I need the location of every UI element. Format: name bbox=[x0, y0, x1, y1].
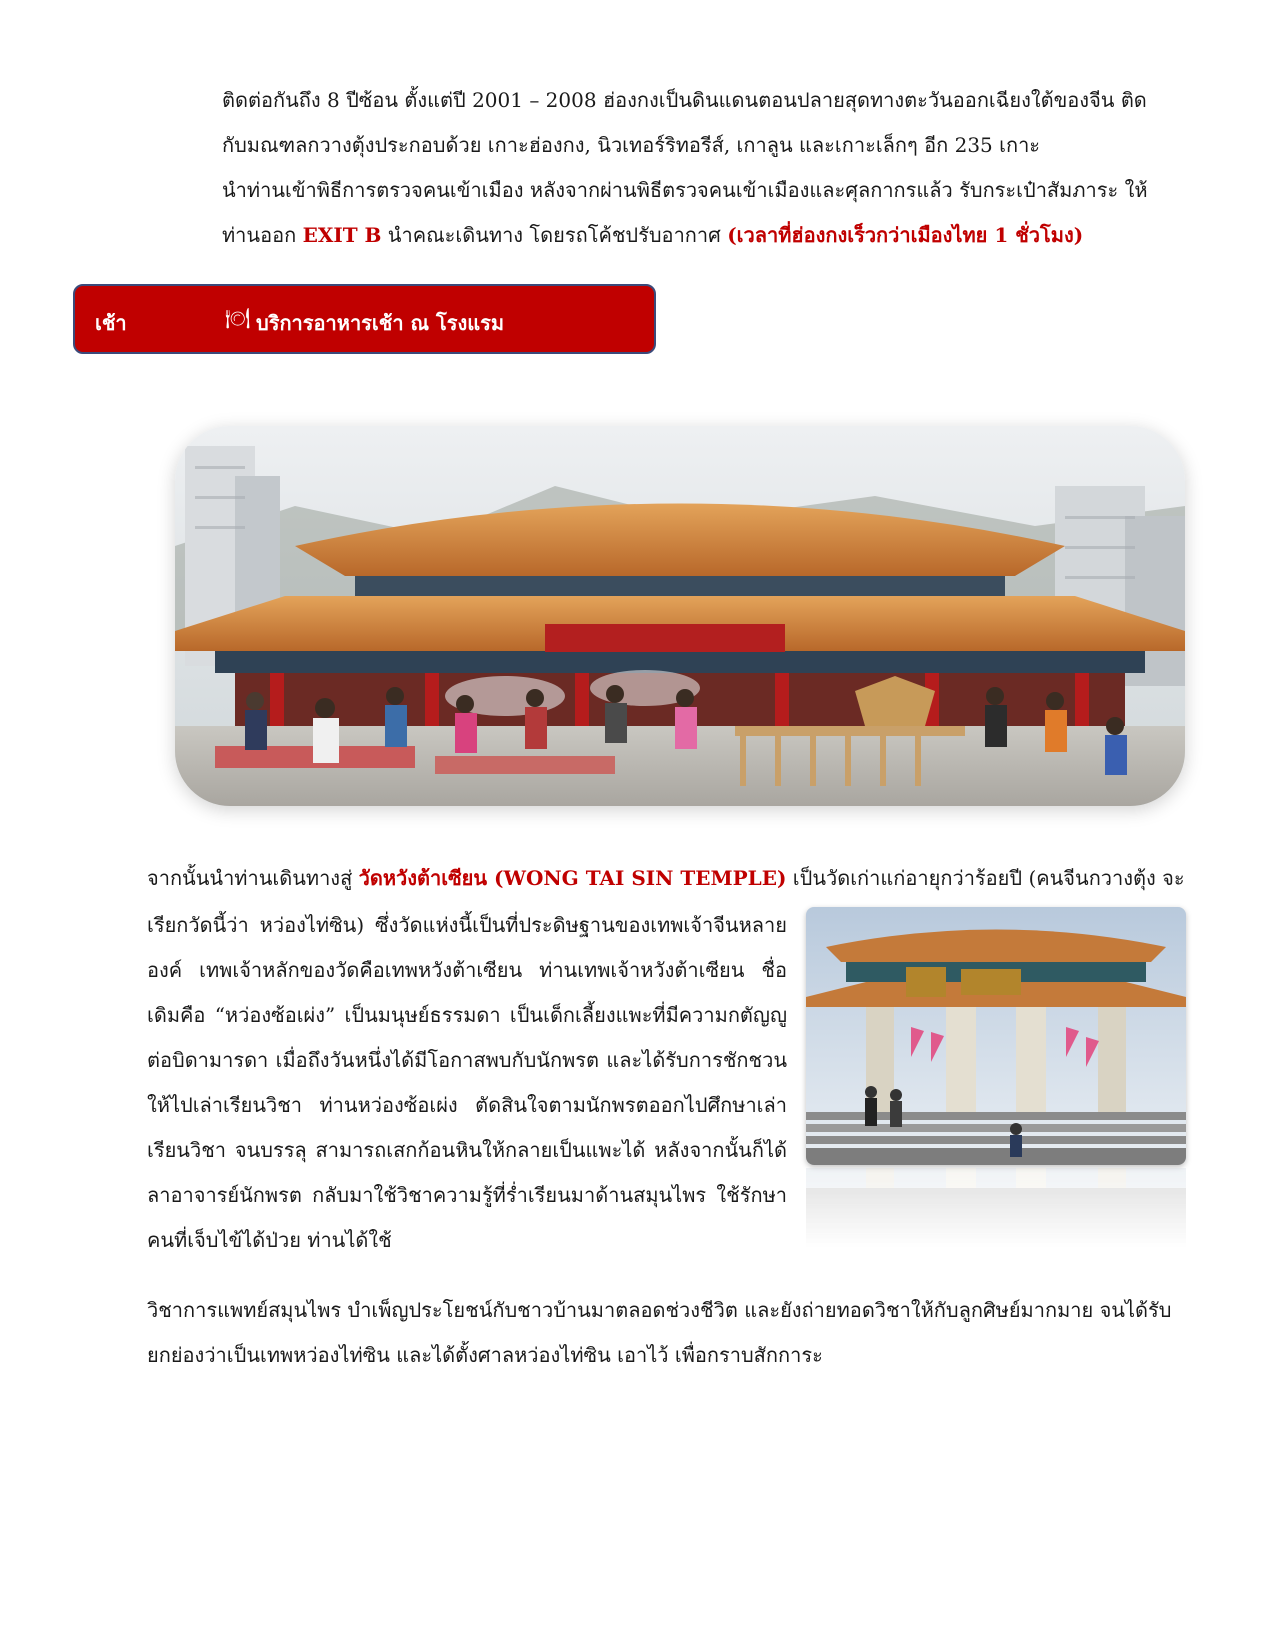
intro-line-4-prefix: ท่านออก bbox=[222, 223, 303, 247]
temple-history-continued: วิชาการแพทย์สมุนไพร บำเพ็ญประโยชน์กับชาวบ้านมาตลอดช่วงชีวิต และยังถ่ายทอดวิชาให้กับลูกศิษย์มากมาย จนได้รับยกย่องว่าเป็นเทพหว่องไท่ซิน และได้ตั้งศาลหว่องไท่ซิน เอาไว้ เพื่อกราบสักการะ bbox=[147, 1298, 1172, 1367]
temple-intro-suffix: เป็นวัดเก่าแก่อายุกว่าร้อยปี (คนจีนกวางตุ้ง จะ bbox=[786, 866, 1185, 890]
intro-line-2: กับมณฑลกวางตุ้งประกอบด้วย เกาะฮ่องกง, นิวเทอร์ริทอรีส์, เกาลูน และเกาะเล็กๆ อีก 235 เกาะ bbox=[222, 133, 1041, 157]
temple-history-text: เรียกวัดนี้ว่า หว่องไท่ซิน) ซึ่งวัดแห่งนี้เป็นที่ประดิษฐานของเทพเจ้าจีนหลายองค์ เทพเจ้าหลักของวัดคือเทพหวังต้าเซียน ท่านเทพเจ้าหวังต้าเซียน ชื่อเดิมคือ “หว่องซ้อเผ่ง” เป็นมนุษย์ธรรมดา เป็นเด็กเลี้ยงแพะที่มีความกตัญญูต่อบิดามารดา เมื่อถึงวันหนึ่งได้มีโอกาสพบกับนักพรต และได้รับการชักชวนให้ไปเล่าเรียนวิชา ท่านหว่องซ้อเผ่ง ตัดสินใจตามนักพรตออกไปศึกษาเล่าเรียนวิชา จนบรรลุ สามารถเสกก้อนหินให้กลายเป็นแพะได้ หลังจากนั้นก็ได้ลาอาจารย์นักพรต กลับมาใช้วิชาความรู้ที่ร่ำเรียนมาด้านสมุนไพร ใช้รักษาคนที่เจ็บไข้ได้ป่วย ท่านได้ใช้ bbox=[147, 913, 787, 1252]
exit-label: EXIT B bbox=[302, 223, 382, 247]
intro-text bbox=[222, 78, 1192, 258]
temple-main-hall-photo bbox=[175, 426, 1185, 806]
intro-line-4-middle: นำคณะเดินทาง โดยรถโค้ชปรับอากาศ bbox=[381, 223, 728, 247]
temple-gate-photo-reflection bbox=[806, 1168, 1186, 1248]
temple-intro-prefix: จากนั้นนำท่านเดินทางสู่ bbox=[147, 866, 359, 890]
temple-gate-photo bbox=[806, 907, 1186, 1165]
plate-cutlery-icon: 🍽 bbox=[225, 306, 251, 330]
intro-line-1: ติดต่อกันถึง 8 ปีซ้อน ตั้งแต่ปี 2001 – 2008 ฮ่องกงเป็นดินแดนตอนปลายสุดทางตะวันออกเฉียงใต้ของจีน ติด bbox=[222, 88, 1147, 112]
intro-line-4 bbox=[222, 213, 1192, 258]
breakfast-banner bbox=[73, 284, 656, 354]
intro-line-3: นำท่านเข้าพิธีการตรวจคนเข้าเมือง หลังจากผ่านพิธีตรวจคนเข้าเมืองและศุลกากรแล้ว รับกระเป๋าสัมภาระ ให้ bbox=[222, 178, 1148, 202]
temple-intro-line bbox=[147, 856, 1195, 901]
meal-description: บริการอาหารเช้า ณ โรงแรม bbox=[256, 311, 505, 335]
time-difference-note: (เวลาที่ฮ่องกงเร็วกว่าเมืองไทย 1 ชั่วโมง) bbox=[727, 223, 1084, 247]
temple-name: วัดหวังต้าเซียน (WONG TAI SIN TEMPLE) bbox=[358, 866, 787, 890]
meal-time-label: เช้า bbox=[95, 311, 127, 335]
